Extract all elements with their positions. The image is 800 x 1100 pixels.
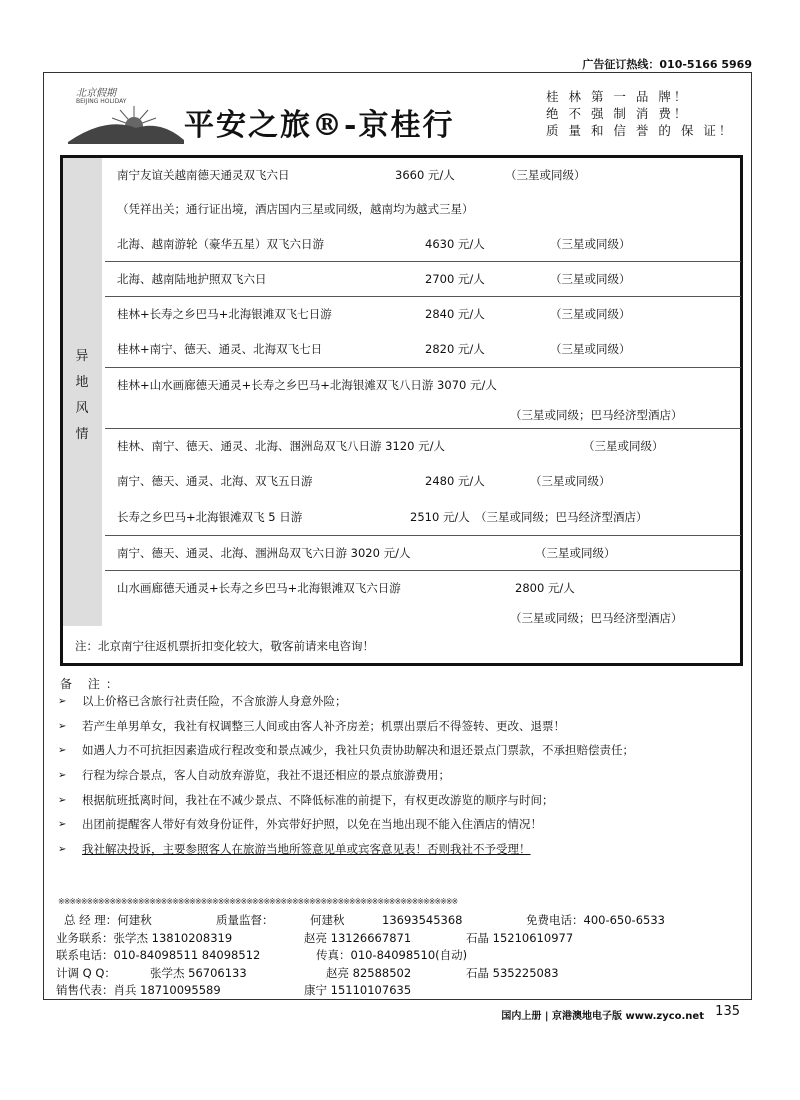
route-group [105, 297, 741, 368]
route-line [105, 536, 741, 570]
route-price: 2820 元/人 [425, 342, 485, 356]
qq-3: 石晶 535225083 [466, 965, 559, 980]
logo-small-text: 北京假期 [76, 88, 116, 99]
section-label: 异地风情 [75, 349, 89, 442]
remark-item [58, 841, 748, 858]
route-group [105, 429, 741, 536]
route-level: （三星或同级；巴马经济型酒店） [510, 408, 683, 422]
route-name: 桂林、南宁、德天、通灵、北海、涠洲岛双飞八日游 3120 元/人 [117, 439, 445, 453]
route-level: （三星或同级） [550, 342, 631, 356]
route-price: 3660 元/人 [395, 168, 455, 182]
remark-item [58, 693, 748, 710]
route-level: （三星或同级） [583, 439, 664, 453]
remark-item [58, 767, 748, 784]
route-level: （三星或同级） [550, 272, 631, 286]
route-name: 桂林+南宁、德天、通灵、北海双飞七日 [117, 342, 323, 356]
remark-text: 若产生单男单女，我社有权调整三人间或由客人补齐房差；机票出票后不得签转、更改、退票！ [82, 718, 565, 733]
sales-rep: 销售代表：肖兵 18710095589 [56, 983, 221, 997]
qq-label: 计调 Q Q： [56, 965, 116, 980]
sun-mountain-logo-icon [66, 82, 186, 148]
section-sidebar [63, 158, 102, 626]
slogan: 质 量 和 信 誉 的 保 证！ [546, 123, 735, 138]
arrow-bullet-icon: ➢ [58, 696, 67, 707]
remarks-title: 备 注： [60, 677, 124, 691]
route-line [105, 464, 741, 499]
footer-text [501, 1007, 704, 1022]
logo-small-text-en: BEIJING HOLIDAY [76, 98, 127, 105]
route-level: （三星或同级） [535, 546, 616, 560]
route-line [105, 398, 741, 428]
business-contact-2: 赵亮 13126667871 [304, 930, 412, 945]
free-phone: 免费电话：400-650-6533 [526, 913, 665, 927]
arrow-bullet-icon: ➢ [58, 745, 67, 757]
route-line [105, 429, 741, 464]
route-name: 长寿之乡巴马+北海银滩双飞 5 日游 [117, 509, 303, 524]
route-level: （三星或同级；巴马经济型酒店） [510, 611, 683, 625]
route-price: 2840 元/人 [425, 307, 485, 321]
remark-item [58, 792, 748, 809]
route-line [105, 368, 741, 398]
route-name: 桂林+山水画廊德天通灵+长寿之乡巴马+北海银滩双飞八日游 3070 元/人 [117, 378, 497, 392]
footer-sep: | [544, 1011, 549, 1022]
route-name: 南宁、德天、通灵、北海、涠洲岛双飞六日游 3020 元/人 [117, 546, 411, 560]
route-group [105, 571, 741, 631]
route-line [105, 227, 741, 261]
business-contact-3: 石晶 15210610977 [466, 930, 574, 945]
arrow-bullet-icon: ➢ [58, 720, 67, 732]
quality-supervision-phone: 13693545368 [382, 913, 463, 927]
arrow-bullet-icon: ➢ [58, 819, 67, 831]
route-group [105, 536, 741, 571]
slogan: 绝 不 强 制 消 费！ [546, 106, 690, 121]
route-line [105, 332, 741, 367]
route-name: （凭祥出关；通行证出境，酒店国内三星或同级，越南均为越式三星） [117, 202, 474, 217]
route-line [105, 500, 741, 535]
slogans [546, 88, 734, 139]
qq-1: 张学杰 56706133 [150, 965, 247, 980]
route-group [105, 368, 741, 429]
remark-item [58, 816, 748, 833]
remark-item [58, 718, 748, 735]
qq-2: 赵亮 82588502 [326, 965, 412, 980]
remarks-list [58, 693, 748, 866]
route-price: 4630 元/人 [425, 236, 485, 251]
route-name: 桂林+长寿之乡巴马+北海银滩双飞七日游 [117, 307, 332, 321]
sales-rep-2: 康宁 15110107635 [304, 983, 412, 997]
route-line [105, 297, 741, 332]
route-name: 南宁友谊关越南德天通灵双飞六日 [117, 168, 290, 182]
price-note: 注：北京南宁往返机票折扣变化较大，敬客前请来电咨询！ [75, 639, 374, 653]
slogan: 桂 林 第 一 品 牌！ [546, 89, 690, 104]
route-level: （三星或同级） [530, 474, 611, 489]
remark-text: 行程为综合景点，客人自动放弃游览，我社不退还相应的景点旅游费用； [82, 768, 450, 783]
quality-supervision-label: 质量监督： [216, 913, 274, 927]
business-contact: 业务联系：张学杰 13810208319 [56, 930, 233, 945]
arrow-bullet-icon: ➢ [58, 770, 67, 782]
route-level: （三星或同级） [550, 307, 631, 321]
remark-text: 如遇人力不可抗拒因素造成行程改变和景点减少，我社只负责协助解决和退还景点门票款，不承担赔偿责任； [82, 743, 634, 758]
arrow-bullet-icon: ➢ [58, 794, 67, 806]
footer-right: 京港澳地电子版 www.zyco.net [552, 1011, 704, 1022]
route-level: （三星或同级） [550, 236, 631, 251]
route-level: （三星或同级；巴马经济型酒店） [475, 509, 648, 524]
page-number: 135 [715, 1004, 740, 1019]
route-line [105, 571, 741, 601]
route-price: 2510 元/人 [410, 509, 470, 524]
route-rows [105, 158, 741, 631]
route-price: 2700 元/人 [425, 272, 485, 286]
remark-text: 以上价格已含旅行社责任险，不含旅游人身意外险； [82, 694, 347, 708]
star-divider: ※※※※※※※※※※※※※※※※※※※※※※※※※※※※※※※※※※※※※※※※※※※※※※※※※※※※※※※※※※※※※※※※※※※※※※ [58, 897, 458, 906]
route-level: （三星或同级） [505, 168, 586, 182]
route-group [105, 158, 741, 262]
general-manager: 总 经 理：何建秋 [64, 913, 152, 927]
contact-phone: 联系电话：010-84098511 84098512 [56, 948, 261, 962]
route-line [105, 192, 741, 226]
route-name: 山水画廊德天通灵+长寿之乡巴马+北海银滩双飞六日游 [117, 581, 401, 595]
route-line [105, 158, 741, 192]
remark-text: 我社解决投诉，主要参照客人在旅游当地所签意见单或宾客意见表！否则我社不予受理！ [82, 842, 531, 857]
route-group [105, 262, 741, 297]
logo-area [66, 82, 526, 148]
fax: 传真：010-84098510(自动) [316, 948, 468, 962]
arrow-bullet-icon: ➢ [58, 844, 67, 856]
route-name: 北海、越南陆地护照双飞六日 [117, 272, 267, 286]
route-line [105, 262, 741, 296]
logo-title: 平安之旅®-京桂行 [184, 108, 455, 143]
route-line [105, 601, 741, 631]
route-name: 北海、越南游轮（豪华五星）双飞六日游 [117, 236, 324, 251]
remark-text: 根据航班抵离时间，我社在不减少景点、不降低标准的前提下，有权更改游览的顺序与时间； [82, 792, 554, 807]
route-name: 南宁、德天、通灵、北海、双飞五日游 [117, 474, 313, 489]
remark-text: 出团前提醒客人带好有效身份证件，外宾带好护照，以免在当地出现不能入住酒店的情况！ [82, 817, 542, 832]
route-price: 2800 元/人 [515, 581, 575, 595]
route-price: 2480 元/人 [425, 474, 485, 489]
quality-supervision-name: 何建秋 [310, 913, 345, 927]
route-table [60, 155, 743, 666]
remark-item [58, 742, 748, 759]
ad-hotline: 广告征订热线：010-5166 5969 [582, 58, 752, 71]
footer-left: 国内上册 [501, 1011, 542, 1022]
